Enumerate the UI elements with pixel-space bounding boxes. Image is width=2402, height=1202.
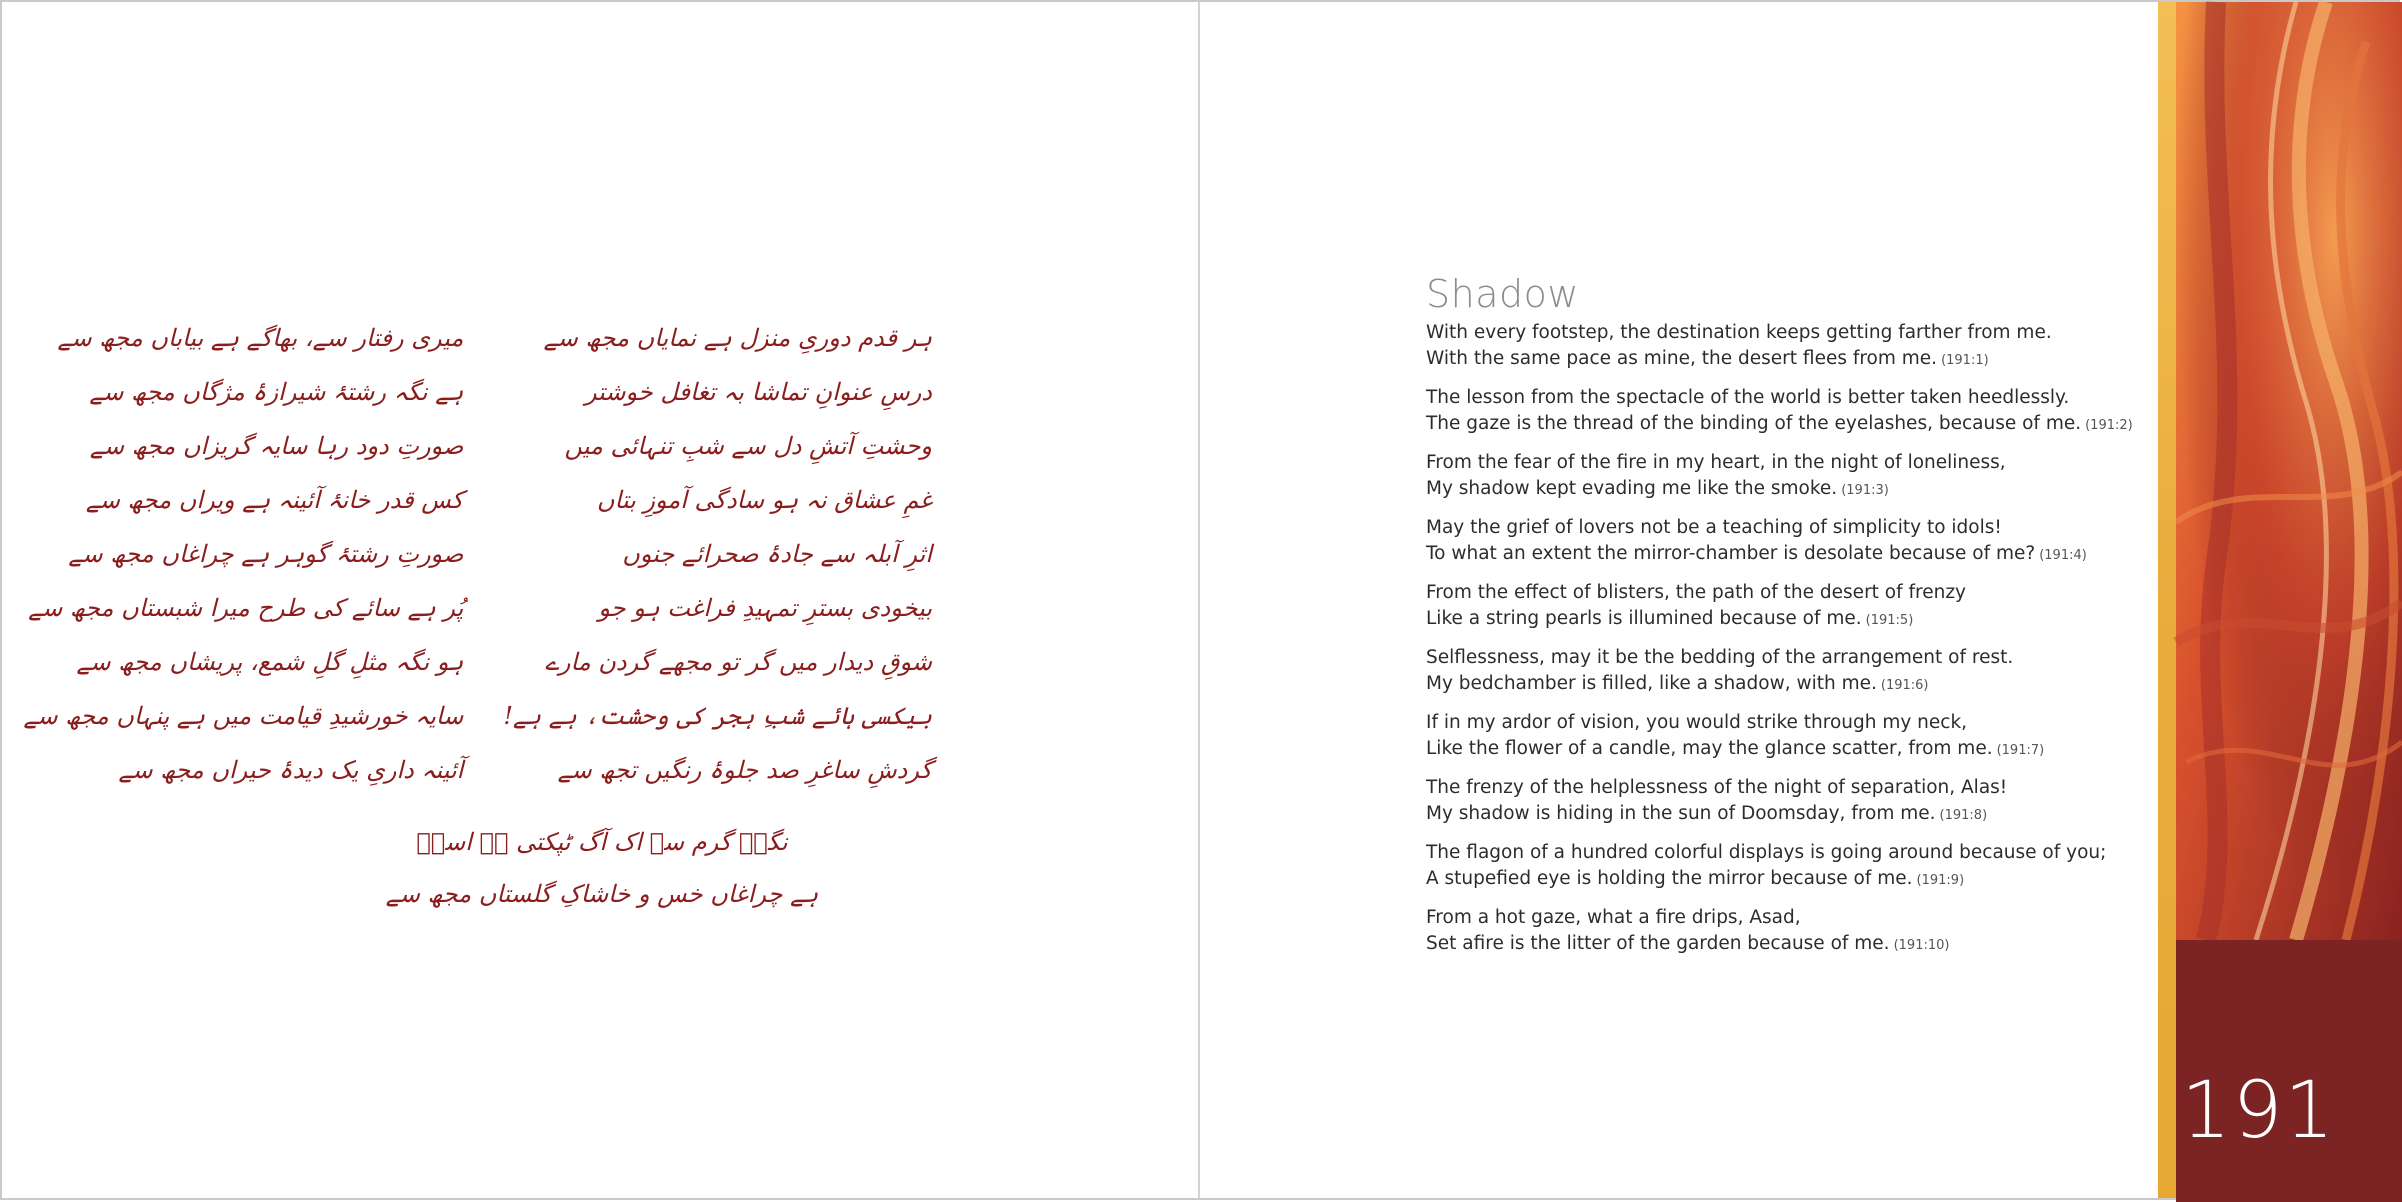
- couplet-line: The lesson from the spectacle of the world is better taken heedlessly.: [1426, 387, 2070, 408]
- couplet: [1426, 450, 2186, 504]
- urdu-line: صورتِ دود رہا سایہ گریزاں مجھ سے: [89, 432, 464, 460]
- couplet-line: With every footstep, the destination keeps getting farther from me.: [1426, 322, 2052, 343]
- couplet-line: Set afire is the litter of the garden because of me.: [1426, 933, 1890, 954]
- couplet-line: May the grief of lovers not be a teaching of simplicity to idols!: [1426, 517, 2002, 538]
- couplet-line: From the effect of blisters, the path of the desert of frenzy: [1426, 582, 1966, 603]
- couplet-ref: (191:3): [1841, 483, 1889, 498]
- couplet: [1426, 580, 2186, 634]
- couplet-ref: (191:6): [1880, 678, 1929, 693]
- couplet: [1426, 775, 2186, 829]
- urdu-line: درسِ عنوانِ تماشا بہ تغافل خوشتر: [584, 378, 932, 406]
- urdu-line: گردشِ ساغرِ صد جلوۂ رنگیں تجھ سے: [557, 756, 932, 784]
- couplet-line: The frenzy of the helplessness of the night of separation, Alas!: [1426, 777, 2008, 798]
- urdu-line: ہر قدم دوریِ منزل ہے نمایاں مجھ سے: [543, 324, 932, 352]
- couplet: [1426, 385, 2186, 439]
- couplet-line: My shadow is hiding in the sun of Doomsday, from me.: [1426, 803, 1936, 824]
- urdu-couplets-grid: [23, 316, 932, 792]
- couplet-line: Like a string pearls is illumined because of me.: [1426, 608, 1862, 629]
- decorative-artwork: [2176, 2, 2402, 940]
- english-couplets: [1426, 320, 2186, 970]
- couplet: [1426, 645, 2186, 699]
- couplet: [1426, 905, 2186, 959]
- couplet-ref: (191:8): [1939, 808, 1988, 823]
- urdu-final-line: ہے چراغاں خس و خاشاکِ گلستاں مجھ سے: [385, 880, 819, 908]
- couplet-ref: (191:7): [1996, 743, 2045, 758]
- urdu-ghazal: [23, 316, 932, 908]
- urdu-final-couplet: [272, 816, 932, 920]
- couplet-ref: (191:4): [2039, 548, 2087, 563]
- urdu-line: بیخودی بسترِ تمہیدِ فراغت ہو جو: [598, 594, 932, 622]
- couplet-line: Selflessness, may it be the bedding of the arrangement of rest.: [1426, 647, 2014, 668]
- couplet-line: The flagon of a hundred colorful displays is going around because of you;: [1426, 842, 2107, 863]
- couplet-ref: (191:5): [1865, 613, 1914, 628]
- urdu-final-line: نگہِ گرم سے اک آگ ٹپکتی ہے اسدؔ: [416, 828, 788, 856]
- couplet-line: A stupefied eye is holding the mirror because of me.: [1426, 868, 1913, 889]
- urdu-line: صورتِ رشتۂ گوہر ہے چراغاں مجھ سے: [68, 540, 464, 568]
- urdu-line: بیکسی ہائے شبِ ہجر کی وحشت، ہے ہے!: [503, 702, 932, 730]
- gold-border-stripe: [2158, 2, 2176, 1198]
- couplet-line: Like the flower of a candle, may the glance scatter, from me.: [1426, 738, 1993, 759]
- couplet-line: My bedchamber is filled, like a shadow, with me.: [1426, 673, 1877, 694]
- couplet-ref: (191:10): [1893, 938, 1950, 953]
- right-page: [1202, 2, 2402, 1198]
- poem-title: Shadow: [1426, 272, 1579, 316]
- urdu-line: کس قدر خانۂ آئینہ ہے ویراں مجھ سے: [85, 486, 464, 514]
- couplet: [1426, 515, 2186, 569]
- couplet-line: If in my ardor of vision, you would strike through my neck,: [1426, 712, 1968, 733]
- page-number-panel: [2176, 940, 2402, 1202]
- urdu-line: اثرِ آبلہ سے جادۂ صحرائے جنوں: [622, 540, 932, 568]
- couplet: [1426, 710, 2186, 764]
- left-page: [2, 2, 1200, 1198]
- urdu-line: سایہ خورشیدِ قیامت میں ہے پنہاں مجھ سے: [23, 702, 464, 730]
- couplet-line: With the same pace as mine, the desert flees from me.: [1426, 348, 1938, 369]
- couplet-ref: (191:2): [2085, 418, 2133, 433]
- urdu-line: وحشتِ آتشِ دل سے شبِ تنہائی میں: [564, 432, 932, 460]
- page-number: 191: [2181, 1066, 2336, 1156]
- urdu-line: شوقِ دیدار میں گر تو مجھے گردن مارے: [544, 648, 932, 676]
- urdu-line: ہو نگہ مثلِ گلِ شمع، پریشاں مجھ سے: [76, 648, 464, 676]
- urdu-line: آئینہ داریِ یک دیدۂ حیراں مجھ سے: [118, 756, 464, 784]
- urdu-line: میری رفتار سے، بھاگے ہے بیاباں مجھ سے: [57, 324, 464, 352]
- urdu-line: ہے نگہ رشتۂ شیرازۂ مژگاں مجھ سے: [89, 378, 464, 406]
- abstract-painting-icon: [2176, 2, 2402, 940]
- urdu-line: غمِ عشاق نہ ہو سادگی آموزِ بتاں: [596, 486, 932, 514]
- couplet-line: My shadow kept evading me like the smoke.: [1426, 478, 1838, 499]
- couplet-line: From the fear of the fire in my heart, in the night of loneliness,: [1426, 452, 2006, 473]
- couplet-ref: (191:1): [1941, 353, 1989, 368]
- couplet-ref: (191:9): [1916, 873, 1965, 888]
- couplet: [1426, 840, 2186, 894]
- urdu-line: پُر ہے سائے کی طرح میرا شبستاں مجھ سے: [28, 594, 464, 622]
- couplet-line: To what an extent the mirror-chamber is desolate because of me?: [1426, 543, 2036, 564]
- couplet: [1426, 320, 2186, 374]
- couplet-line: The gaze is the thread of the binding of the eyelashes, because of me.: [1426, 413, 2082, 434]
- couplet-line: From a hot gaze, what a fire drips, Asad,: [1426, 907, 1801, 928]
